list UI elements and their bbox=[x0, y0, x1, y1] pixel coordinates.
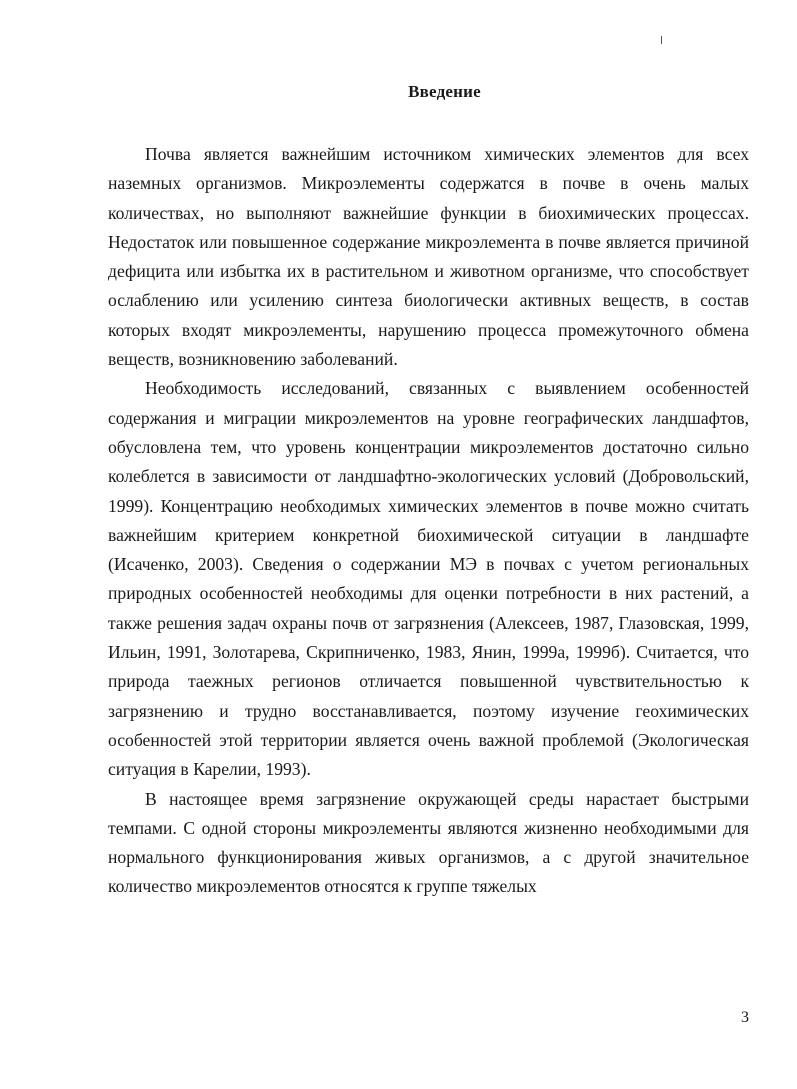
page-number: 3 bbox=[741, 1009, 749, 1026]
body-text bbox=[108, 140, 749, 902]
paragraph-2: Необходимость исследований, связанных с выявлением особенностей содержания и миграции микроэлементов на уровне географических ландшафтов, обусловлена тем, что уровень концентрации микроэлементов достаточно сильно колеблется в зависимости от ландшафтно-экологических условий (Добровольский, 1999). Концентрацию необходимых химических элементов в почве можно считать важнейшим критерием конкретной биохимической ситуации в ландшафте (Исаченко, 2003). Сведения о содержании МЭ в почвах с учетом региональных природных особенностей необходимы для оценки потребности в них растений, а также решения задач охраны почв от загрязнения (Алексеев, 1987, Глазовская, 1999, Ильин, 1991, Золотарева, Скрипниченко, 1983, Янин, 1999а, 1999б). Считается, что природа таежных регионов отличается повышенной чувствительностью к загрязнению и трудно восстанавливается, поэтому изучение геохимических особенностей этой территории является очень важной проблемой (Экологическая ситуация в Карелии, 1993). bbox=[108, 378, 749, 780]
page-title: Введение bbox=[408, 82, 481, 101]
paragraph-3: В настоящее время загрязнение окружающей среды нарастает быстрыми темпами. С одной стороны микроэлементы являются жизненно необходимыми для нормального функционирования живых организмов, а с другой значительное количество микроэлементов относятся к группе тяжелых bbox=[108, 788, 749, 897]
scan-mark bbox=[661, 36, 662, 44]
paragraph-1: Почва является важнейшим источником химических элементов для всех наземных организмов. Микроэлементы содержатся в почве в очень малых количествах, но выполняют важнейшие функции в биохимических процессах. Недостаток или повышенное содержание микроэлемента в почве является причиной дефицита или избытка их в растительном и животном организме, что способствует ослаблению или усилению синтеза биологически активных веществ, в состав которых входят микроэлементы, нарушению процесса промежуточного обмена веществ, возникновению заболеваний. bbox=[108, 144, 749, 370]
